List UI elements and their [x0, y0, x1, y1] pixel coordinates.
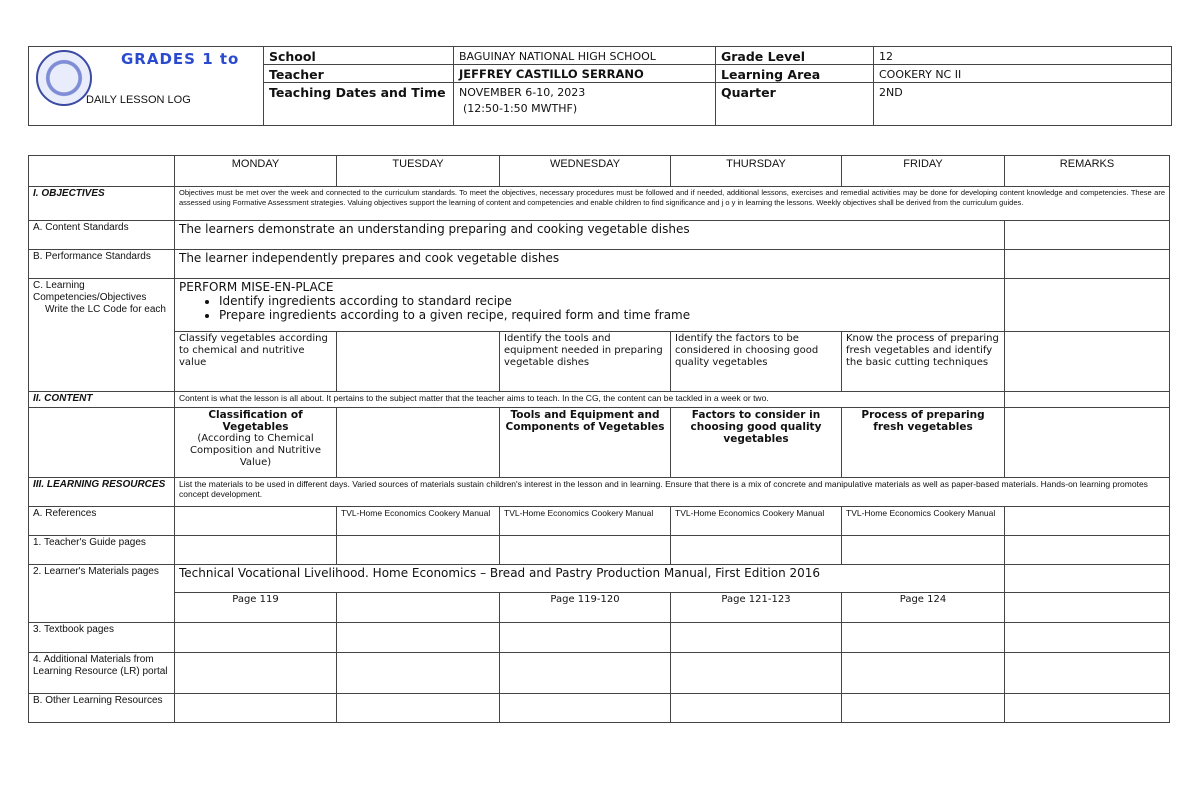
remarks-cell — [1005, 565, 1170, 593]
empty-cell — [842, 694, 1005, 723]
school-label: School — [269, 49, 316, 64]
competency-monday: Classify vegetables according to chemical and nutritive value — [175, 332, 337, 392]
references-thursday: TVL-Home Economics Cookery Manual — [671, 507, 842, 536]
additional-materials-label: 4. Additional Materials from Learning Resource (LR) portal — [29, 653, 175, 694]
content-standards-label: A. Content Standards — [29, 221, 175, 250]
objectives-note: Objectives must be met over the week and connected to the curriculum standards. To meet the objectives, necessary procedures must be followed and if needed, additional lessons, exercises and remedial activities may be done for developing content knowledge and competencies. These are assessed using Formative Assessment strategies. Valuing objectives support the learning of content and competencies and enable children to find significance and j o y in learning the lessons. Weekly objectives shall be derived from the curriculum guides. — [175, 187, 1170, 221]
content-monday-sub: (According to Chemical Composition and Nutritive Value) — [189, 433, 322, 468]
day-friday: FRIDAY — [842, 156, 1005, 187]
list-item: • Identify ingredients according to standard recipe — [219, 294, 1000, 308]
empty-cell — [842, 536, 1005, 565]
remarks-cell — [1005, 694, 1170, 723]
resources-label: III. LEARNING RESOURCES — [29, 478, 175, 507]
content-standards-text: The learners demonstrate an understanding preparing and cooking vegetable dishes — [175, 221, 1005, 250]
learners-materials-row — [29, 565, 1170, 593]
teacher-value: JEFFREY CASTILLO SERRANO — [459, 67, 644, 81]
pages-friday: Page 124 — [842, 593, 1005, 623]
content-blank — [29, 408, 175, 478]
learning-area-label: Learning Area — [721, 67, 821, 82]
pages-tuesday — [337, 593, 500, 623]
content-monday-title: Classification of Vegetables — [208, 409, 303, 433]
empty-cell — [671, 536, 842, 565]
day-monday: MONDAY — [175, 156, 337, 187]
grade-level-value: 12 — [879, 50, 893, 63]
content-label: II. CONTENT — [29, 392, 175, 408]
competency-thursday: Identify the factors to be considered in choosing good quality vegetables — [671, 332, 842, 392]
empty-cell — [500, 653, 671, 694]
remarks-cell — [1005, 593, 1170, 623]
empty-cell — [337, 536, 500, 565]
content-note: Content is what the lesson is all about. It pertains to the subject matter that the teacher aims to teach. In the CG, the content can be tackled in a week or two. — [175, 392, 1005, 408]
grade-level-label: Grade Level — [721, 49, 805, 64]
references-row — [29, 507, 1170, 536]
competencies-label-line2: Competencies/Objectives — [33, 292, 147, 303]
empty-cell — [500, 623, 671, 653]
daily-lesson-log-title: DAILY LESSON LOG — [86, 94, 191, 106]
learners-pages-row — [29, 593, 1170, 623]
content-tuesday — [337, 408, 500, 478]
content-row — [29, 392, 1170, 408]
references-monday — [175, 507, 337, 536]
grades-title: GRADES 1 to — [121, 50, 240, 68]
textbook-row — [29, 623, 1170, 653]
competencies-label — [29, 279, 175, 392]
learners-materials-text: Technical Vocational Livelihood. Home Economics – Bread and Pastry Production Manual, First Edition 2016 — [175, 565, 1005, 593]
day-thursday: THURSDAY — [671, 156, 842, 187]
pages-thursday: Page 121-123 — [671, 593, 842, 623]
competencies-days-row — [29, 332, 1170, 392]
time-value: (12:50-1:50 MWTHF) — [463, 102, 578, 115]
references-wednesday: TVL-Home Economics Cookery Manual — [500, 507, 671, 536]
remarks-cell — [1005, 507, 1170, 536]
competency-tuesday — [337, 332, 500, 392]
competencies-main — [175, 279, 1005, 332]
quarter-value: 2ND — [879, 86, 903, 99]
empty-cell — [671, 623, 842, 653]
corner-cell — [29, 156, 175, 187]
teachers-guide-row — [29, 536, 1170, 565]
performance-standards-row — [29, 250, 1170, 279]
remarks-cell — [1005, 279, 1170, 332]
remarks-cell — [1005, 623, 1170, 653]
day-remarks: REMARKS — [1005, 156, 1170, 187]
empty-cell — [842, 653, 1005, 694]
list-item: • Prepare ingredients according to a given recipe, required form and time frame — [219, 308, 1000, 322]
empty-cell — [337, 694, 500, 723]
empty-cell — [175, 536, 337, 565]
teachers-guide-label: 1. Teacher's Guide pages — [29, 536, 175, 565]
competencies-list — [179, 294, 1000, 322]
competencies-heading: PERFORM MISE-EN-PLACE — [179, 280, 334, 294]
content-wednesday: Tools and Equipment and Components of Vegetables — [500, 408, 671, 478]
empty-cell — [337, 623, 500, 653]
references-friday: TVL-Home Economics Cookery Manual — [842, 507, 1005, 536]
remarks-cell — [1005, 250, 1170, 279]
content-standards-row — [29, 221, 1170, 250]
content-thursday: Factors to consider in choosing good quality vegetables — [671, 408, 842, 478]
pages-wednesday: Page 119-120 — [500, 593, 671, 623]
empty-cell — [500, 694, 671, 723]
performance-standards-label: B. Performance Standards — [29, 250, 175, 279]
content-monday — [175, 408, 337, 478]
content-days-row — [29, 408, 1170, 478]
content-friday: Process of preparing fresh vegetables — [842, 408, 1005, 478]
competencies-label-line3: Write the LC Code for each — [45, 304, 166, 315]
dates-value: NOVEMBER 6-10, 2023 — [459, 86, 586, 99]
competencies-label-line1: C. Learning — [33, 280, 85, 291]
remarks-cell — [1005, 221, 1170, 250]
other-resources-label: B. Other Learning Resources — [29, 694, 175, 723]
objectives-label: I. OBJECTIVES — [29, 187, 175, 221]
other-resources-row — [29, 694, 1170, 723]
remarks-cell — [1005, 536, 1170, 565]
objectives-row — [29, 187, 1170, 221]
learning-area-value: COOKERY NC II — [879, 68, 962, 81]
quarter-label: Quarter — [721, 85, 776, 100]
day-wednesday: WEDNESDAY — [500, 156, 671, 187]
dates-label: Teaching Dates and Time — [269, 85, 446, 100]
empty-cell — [500, 536, 671, 565]
remarks-cell — [1005, 332, 1170, 392]
remarks-cell — [1005, 653, 1170, 694]
performance-standards-text: The learner independently prepares and cook vegetable dishes — [175, 250, 1005, 279]
remarks-cell — [1005, 408, 1170, 478]
empty-cell — [671, 653, 842, 694]
textbook-label: 3. Textbook pages — [29, 623, 175, 653]
resources-row — [29, 478, 1170, 507]
remarks-cell — [1005, 392, 1170, 408]
references-tuesday: TVL-Home Economics Cookery Manual — [337, 507, 500, 536]
days-header-row — [29, 156, 1170, 187]
resources-note: List the materials to be used in different days. Varied sources of materials sustain children's interest in the lesson and in learning. Ensure that there is a mix of concrete and manipulative materials as well as paper-based materials. Hands-on learning promotes concept development. — [175, 478, 1170, 507]
empty-cell — [175, 623, 337, 653]
empty-cell — [842, 623, 1005, 653]
empty-cell — [175, 653, 337, 694]
competency-friday: Know the process of preparing fresh vegetables and identify the basic cutting techniques — [842, 332, 1005, 392]
pages-monday: Page 119 — [175, 593, 337, 623]
empty-cell — [337, 653, 500, 694]
empty-cell — [175, 694, 337, 723]
lesson-log-table — [28, 155, 1170, 723]
competency-wednesday: Identify the tools and equipment needed in preparing vegetable dishes — [500, 332, 671, 392]
references-label: A. References — [29, 507, 175, 536]
additional-materials-row — [29, 653, 1170, 694]
learners-materials-label: 2. Learner's Materials pages — [29, 565, 175, 623]
teacher-label: Teacher — [269, 67, 324, 82]
empty-cell — [671, 694, 842, 723]
header-info-box — [28, 46, 1172, 126]
school-value: BAGUINAY NATIONAL HIGH SCHOOL — [459, 50, 656, 63]
day-tuesday: TUESDAY — [337, 156, 500, 187]
competencies-row — [29, 279, 1170, 332]
